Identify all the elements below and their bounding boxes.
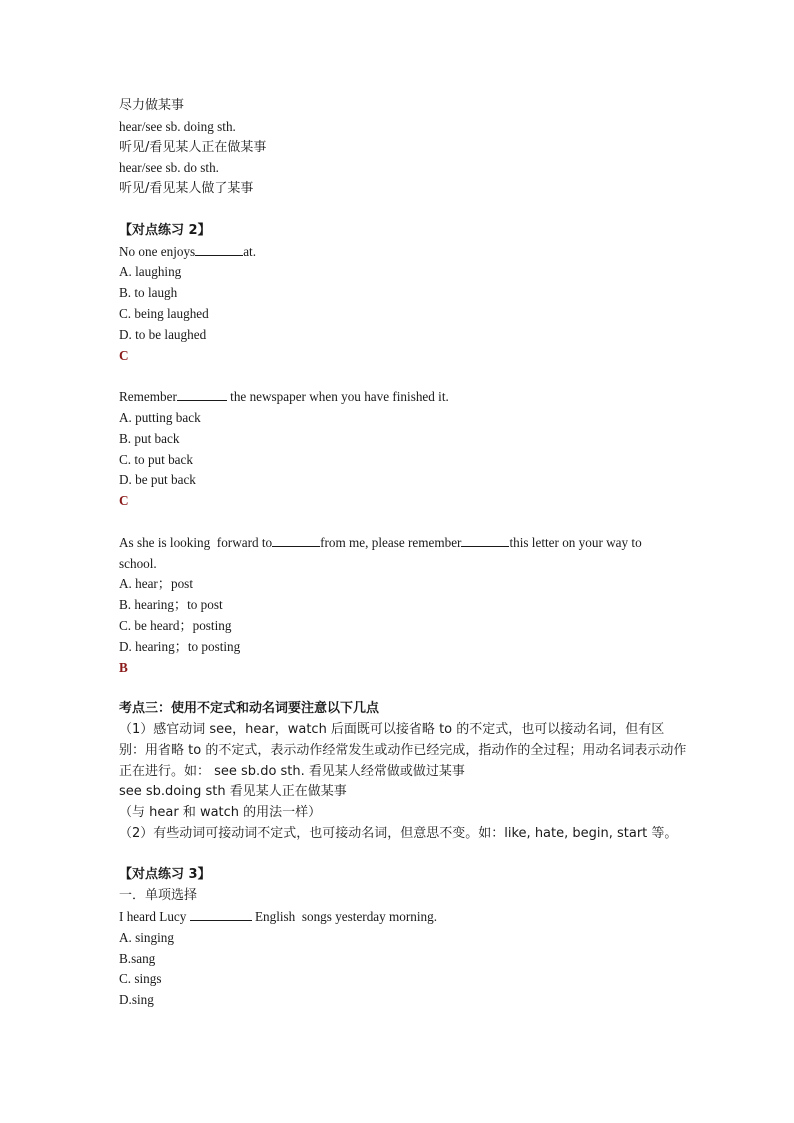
option: A. singing [119,929,174,945]
spacer [119,512,689,533]
option: C. be heard；posting [119,617,232,633]
option: D. hearing；to posting [119,638,241,654]
option: B. put back [119,430,180,446]
question-stem [119,907,689,928]
stem-text: I heard Lucy [119,909,190,925]
option: A. hear；post [119,576,193,592]
answer-key: C [119,493,129,509]
practice3-heading: 【对点练习 3】 [119,867,211,883]
option: A. putting back [119,409,201,425]
answer-key: C [119,347,129,363]
option: D. be put back [119,472,196,488]
stem-text: As she is looking forward to [119,534,273,550]
stem-text: at. [243,243,257,259]
practice2-heading: 【对点练习 2】 [119,222,211,238]
stem-text: the newspaper when you have finished it. [226,389,449,405]
option: B. hearing；to post [119,597,223,613]
practice3-subtitle: 一．单项选择 [119,888,198,904]
spacer [119,200,689,221]
spacer [119,366,689,387]
option: B.sang [119,950,156,966]
point3-paragraph: see sb.doing sth 看见某人正在做某事 [119,784,347,800]
stem-text: from me, please remember [320,534,462,550]
option: C. to put back [119,451,193,467]
point3-heading: 考点三：使用不定式和动名词要注意以下几点 [119,701,380,717]
intro-line: hear/see sb. do sth. [119,160,219,176]
intro-line: 听见/看见某人正在做某事 [119,139,267,155]
intro-line: 尽力做某事 [119,98,185,113]
option: A. laughing [119,264,182,280]
document-page [119,96,689,1011]
spacer [119,678,689,699]
question-stem-cont: school. [119,555,157,571]
stem-text: English songs yesterday morning. [251,909,438,925]
option: D. to be laughed [119,326,207,342]
answer-blank [461,533,509,547]
point3-paragraph: （与 hear 和 watch 的用法一样） [119,805,322,821]
option: B. to laugh [119,285,178,301]
option: D.sing [119,992,154,1008]
option: C. sings [119,971,162,987]
answer-blank [190,907,252,921]
point3-paragraph: （1）感官动词 see，hear，watch 后面既可以接省略 to 的不定式，也可以接动名词，但有区别：用省略 to 的不定式，表示动作经常发生或动作已经完成，指动作的全过程；用动名词表示动作正在进行。如： see sb.do sth. 看见某人经常做或做过某事 [119,721,687,779]
stem-text: No one enjoys [119,243,196,259]
answer-key: B [119,659,128,675]
stem-text: Remember [119,389,177,405]
question-stem [119,533,689,554]
option: C. being laughed [119,305,209,321]
intro-line: hear/see sb. doing sth. [119,118,236,134]
stem-text: this letter on your way to [509,534,642,550]
spacer [119,845,689,866]
answer-blank [177,387,227,401]
question-stem [119,242,689,263]
question-stem [119,387,689,408]
answer-blank [195,242,243,256]
answer-blank [272,533,320,547]
point3-paragraph: （2）有些动词可接动词不定式，也可接动名词，但意思不变。如：like, hate, begin, start 等。 [119,825,678,841]
intro-line: 听见/看见某人做了某事 [119,181,254,197]
